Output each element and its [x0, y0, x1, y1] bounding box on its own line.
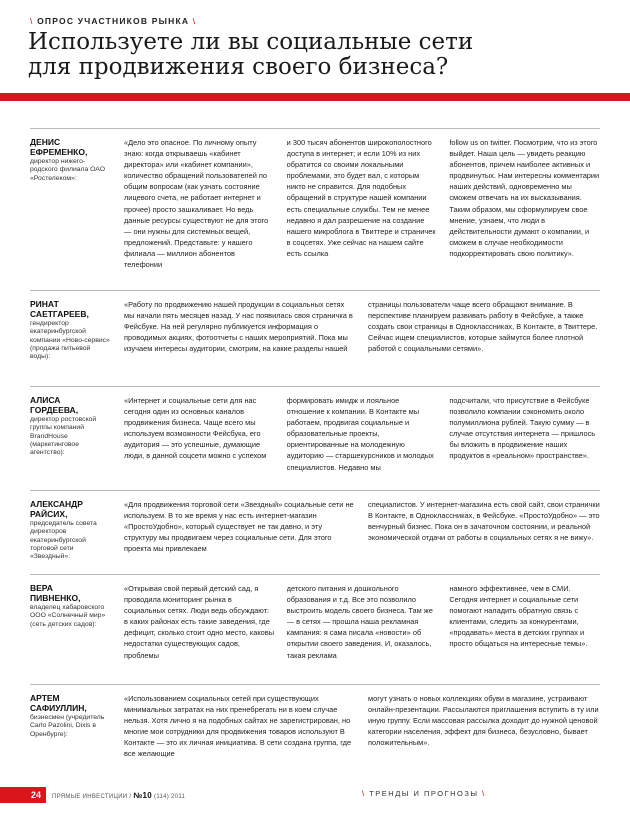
- magazine-name: [52, 791, 185, 800]
- respondent-info: [30, 395, 110, 457]
- respondent-role: председатель совета директоров екатеринбургской торговой сети «Звездный»:: [30, 520, 97, 561]
- quote-column: формировать имидж и лояльное отношение к компании. В Контакте мы работаем, продвигая социальные и образовательные проекты, ориентированные на молодежную аудиторию — старшекурсников и молодых специалистов. Недавно мы: [286, 396, 434, 472]
- respondent-first-name: ДЕНИС: [30, 137, 61, 147]
- respondent-role: директор ростовской группы компаний BrandHouse (маркетинговое агентство):: [30, 416, 97, 457]
- quote-column: «Интернет и социальные сети для нас сегодня один из основных каналов продвижения бизнеса. Чаще всего мы используем возможности Фейсбука, его аудитория — это успешные, думающие люди, в данной соцсети можно с успехом: [124, 396, 267, 461]
- quote-column: «Работу по продвижению нашей продукции в социальных сетях мы начали пять месяцев назад. У нас появилась своя страничка в Фейсбуке. На ней регулярно публикуется информация о проводимых акциях, фотоотчеты с наших мероприятий. Пока мы изучаем интересы аудитории, смотрим, на какие разделы нашей: [124, 300, 353, 354]
- respondent-info: [30, 137, 110, 183]
- respondent-block: [30, 490, 600, 567]
- respondent-info: [30, 693, 110, 739]
- issue-number: №10: [133, 790, 153, 800]
- quote-column: могут узнать о новых коллекциях обуви в магазине, устраивают онлайн-презентации. Рассылаются приглашения вступить в ту или иную группу. Если массовая рассылка доходит до нужной ценовой категории населения, эффект для бизнеса, безусловно, бывает положительным».: [368, 694, 599, 748]
- title-line-2: для продвижения своего бизнеса?: [28, 54, 449, 80]
- respondent-last-name: САЕТГАРЕЕВ,: [30, 309, 89, 319]
- quote-column: «Дело это опасное. По личному опыту знаю: когда открываешь «кабинет директора» или «кабинет компании», количество обращений пользователей по общим вопросам (как узнать состояние лицевого счета, не работает интернет и прочее) просто зашкаливает. Но ведь данные ресурсы существуют не для этого — они нужны для системных вещей, предложений. Представьте: у нашего филиала — миллион абонентов телефонии: [124, 138, 269, 270]
- issue-detail: (114) 2011: [154, 793, 186, 800]
- respondent-first-name: АЛЕКСАНДР: [30, 499, 83, 509]
- quote-column: детского питания и дошкольного образования и т.д. Все это позволило выстроить модель своего бизнеса. Там же — в сетях — прошла наша рекламная кампания: я сама писала «новости» об открытии своего заведения. И, оказалось, такая реклама: [286, 584, 433, 660]
- quote-column: «Использованием социальных сетей при существующих минимальных затратах на них пренебрегать ни в коем случае нельзя. Хотя лично я на подобных сайтах не зарегистрирован, но многие мои сотрудники для продвижения товаров используют В Контакте — это их личная инициатива. В сети создана группа, где все желающие: [124, 694, 352, 759]
- respondent-block: [30, 386, 600, 483]
- respondent-info: [30, 299, 110, 361]
- section-tag: \ ТРЕНДЫ И ПРОГНОЗЫ \: [362, 789, 486, 798]
- respondent-first-name: АЛИСА: [30, 395, 61, 405]
- quote-column: «Открывая свой первый детский сад, я проводила мониторинг рынка в социальных сетях. Люди ведь обсуждают: в каких районах есть такие заведения, где дефицит, сколько стоит одно место, каковы недостатки существующих садов, проблемы: [124, 584, 275, 660]
- quote-column: «Для продвижения торговой сети «Звездный» социальные сети не используем. В то же время у нас есть интернет-магазин «ПростоУдобно», который существует не так давно, и эту структуру мы продвигаем через социальные сети. Для этого проекта мы привлекаем: [124, 500, 354, 554]
- title-line-1: Используете ли вы социальные сети: [28, 29, 474, 55]
- respondent-first-name: АРТЕМ: [30, 693, 60, 703]
- quote-column: страницы пользователи чаще всего обращают внимание. В перспективе планируем развивать работу в Фейсбуке, а также создать свои страницы в Одноклассниках, В Контакте, в Твиттере. Сейчас ищем специалистов, которые займутся более плотной работой с социальными сетями».: [368, 300, 598, 354]
- section-name: ТРЕНДЫ И ПРОГНОЗЫ: [369, 789, 479, 798]
- quote-column: подсчитали, что присутствие в Фейсбуке позволило компании сэкономить около полумиллиона рублей. Такую сумму — в случае отсутствия интернета — пришлось бы вложить в продвижение наших продуктов в «реальном» пространстве».: [449, 396, 596, 461]
- quote-column: намного эффективнее, чем в СМИ. Сегодня интернет и социальные сети помогают наладить обратную связь с клиентами, следить за конкурентами, «продавать» места в детских группах и просто общаться на интересные темы».: [449, 584, 588, 649]
- kicker-text: ОПРОС УЧАСТНИКОВ РЫНКА: [37, 16, 190, 26]
- respondent-info: [30, 499, 110, 561]
- respondent-block: [30, 684, 600, 781]
- respondent-block: [30, 574, 600, 675]
- page-footer: [0, 786, 630, 804]
- page-title: [28, 30, 473, 80]
- kicker: \ ОПРОС УЧАСТНИКОВ РЫНКА \: [30, 16, 197, 26]
- respondent-role: владелец хабаровского ООО «Солнечный мир» (сеть детских садов):: [30, 604, 106, 628]
- respondent-last-name: ПИВНЕНКО,: [30, 593, 81, 603]
- respondent-first-name: ВЕРА: [30, 583, 53, 593]
- quote-column: follow us on twitter. Посмотрим, что из этого выйдет. Наша цель — увидеть реакцию абонентов, причем наиболее активных и продвинутых. Нам интересны комментарии наших действий, одновременно мы сможем отвечать на их высказывания. Таким образом, мы сформулируем свое мнение, узнаем, что люди в действительности думают о компании, и сможем в случае необходимости подкорректировать свою политику».: [449, 138, 600, 258]
- respondent-block: [30, 290, 600, 379]
- respondent-last-name: САФИУЛЛИН,: [30, 703, 87, 713]
- respondent-role: бизнесмен (учредитель Carlo Pazolini, Dixis в Оренбурге):: [30, 714, 105, 738]
- respondent-last-name: ЕФРЕМЕНКО,: [30, 147, 88, 157]
- respondent-role: гендиректор екатеринбургской компании «Ново-сервис» (продажа питьевой воды):: [30, 320, 110, 361]
- accent-bar: [0, 93, 630, 101]
- page-number: 24: [0, 787, 46, 803]
- quote-column: и 300 тысяч абонентов широкополостного доступа в интернет; и если 10% из них обратится со своими локальными проблемами, это будет вал, с которым никто не справится. Для подобных обращений в структуре нашей компании есть специальные службы. Тем не менее недавно я дал разрешение на создание нашего микроблога в Твиттере и страничек в соцсетях. Уже сейчас на нашем сайте есть ссылка: [286, 138, 436, 258]
- respondent-info: [30, 583, 110, 629]
- respondent-last-name: РАЙСИХ,: [30, 509, 68, 519]
- quote-column: специалистов. У интернет-магазина есть свой сайт, свои странички В Контакте, в Одноклассниках, в Фейсбуке. «ПростоУдобно» — это венчурный бизнес. Пока он в зачаточном состоянии, и реальной экономической отдачи от работы в социальных сетях я не вижу».: [368, 500, 600, 543]
- respondent-block: [30, 128, 600, 280]
- respondent-first-name: РИНАТ: [30, 299, 59, 309]
- respondent-last-name: ГОРДЕЕВА,: [30, 405, 79, 415]
- magazine-title: ПРЯМЫЕ ИНВЕСТИЦИИ /: [52, 793, 132, 800]
- respondent-role: директор нижего-родского филиала ОАО «Ростелеком»:: [30, 158, 105, 182]
